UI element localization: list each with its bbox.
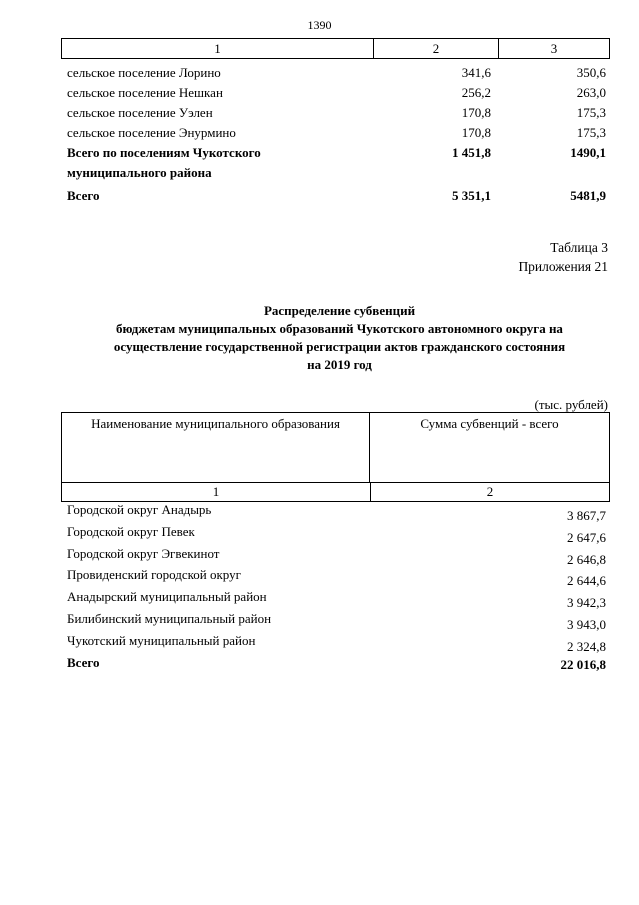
document-title: [40, 302, 639, 374]
municipality-name: Билибинский муниципальный район: [67, 610, 272, 626]
value-2020: 263,0: [576, 85, 606, 100]
subventions-table: [61, 412, 610, 676]
subtotal-label: [61, 143, 372, 183]
value-2019: 170,8: [461, 105, 491, 120]
municipality-name: Анадырский муниципальный район: [67, 589, 267, 605]
subvention-amount: 3 942,3: [567, 595, 606, 611]
total-value-2020: 5481,9: [570, 188, 606, 203]
subtotal-value-2019: 1 451,8: [452, 145, 491, 160]
subvention-amount: 3 867,7: [567, 508, 606, 523]
value-2019: 170,8: [461, 125, 491, 140]
column-header-municipality: Наименование муниципального образования: [62, 413, 370, 482]
table-header-row: [61, 412, 610, 483]
subtotal-label-line2: муниципального района: [67, 165, 212, 180]
value-2020: 175,3: [576, 125, 606, 140]
subvention-amount: 2 646,8: [567, 551, 606, 567]
total-label: Всего: [67, 654, 100, 670]
table-row: [61, 633, 610, 655]
total-amount: 22 016,8: [560, 656, 606, 672]
total-label: Всего: [67, 188, 100, 203]
municipality-name: Городской округ Эгвекинот: [67, 545, 220, 561]
table-row: [61, 63, 610, 83]
settlement-name: сельское поселение Нешкан: [67, 85, 223, 100]
appendix-number: Приложения 21: [518, 259, 608, 274]
value-2020: 175,3: [576, 105, 606, 120]
table-row: [61, 611, 610, 633]
municipality-name: Городской округ Анадырь: [67, 502, 212, 517]
units-label: (тыс. рублей): [534, 397, 608, 412]
table-number: Таблица 3: [550, 240, 608, 255]
subvention-amount: 3 943,0: [567, 616, 606, 632]
municipality-name: Городской округ Певек: [67, 523, 195, 539]
total-value-2019: 5 351,1: [452, 188, 491, 203]
settlement-name: сельское поселение Уэлен: [67, 105, 213, 120]
column-number-1: 1: [62, 483, 371, 501]
municipality-name: Чукотский муниципальный район: [67, 632, 256, 648]
title-line-1: Распределение субвенций: [263, 303, 416, 318]
column-number-2: 2: [486, 484, 494, 499]
title-line-4: на 2019 год: [307, 357, 372, 372]
column-header-amount: Сумма субвенций - всего: [420, 416, 559, 431]
table-row: [61, 524, 610, 546]
title-line-2: бюджетам муниципальных образований Чукотского автономного округа на: [116, 321, 563, 336]
table-row: [61, 567, 610, 589]
total-row: [61, 186, 610, 206]
value-2020: 350,6: [576, 65, 606, 80]
page-number: 1390: [307, 18, 332, 32]
column-number-2: 2: [374, 39, 499, 58]
table-row: [61, 83, 610, 103]
table-row: [61, 103, 610, 123]
table-row: [61, 589, 610, 611]
table-row: [61, 123, 610, 143]
table-reference: [518, 238, 608, 276]
subtotal-label-line1: Всего по поселениям Чукотского: [67, 145, 261, 160]
settlement-name: сельское поселение Энурмино: [67, 125, 236, 140]
settlement-name: сельское поселение Лорино: [67, 65, 221, 80]
column-number-3: 3: [550, 40, 558, 56]
table-header-row: [61, 38, 610, 59]
table-row: [61, 502, 610, 524]
total-row: [61, 655, 610, 677]
column-number-row: [61, 483, 610, 502]
table-row: [61, 546, 610, 568]
subtotal-row: [61, 143, 610, 183]
subvention-amount: 2 324,8: [567, 638, 606, 654]
subvention-amount: 2 644,6: [567, 573, 606, 589]
budget-table-continuation: [61, 38, 610, 206]
value-2019: 341,6: [461, 65, 491, 80]
column-number-1: 1: [62, 39, 374, 58]
value-2019: 256,2: [461, 85, 491, 100]
municipality-name: Провиденский городской округ: [67, 567, 241, 583]
title-line-3: осуществление государственной регистрации актов гражданского состояния: [113, 339, 566, 354]
subvention-amount: 2 647,6: [567, 529, 606, 545]
subtotal-value-2020: 1490,1: [570, 145, 606, 160]
